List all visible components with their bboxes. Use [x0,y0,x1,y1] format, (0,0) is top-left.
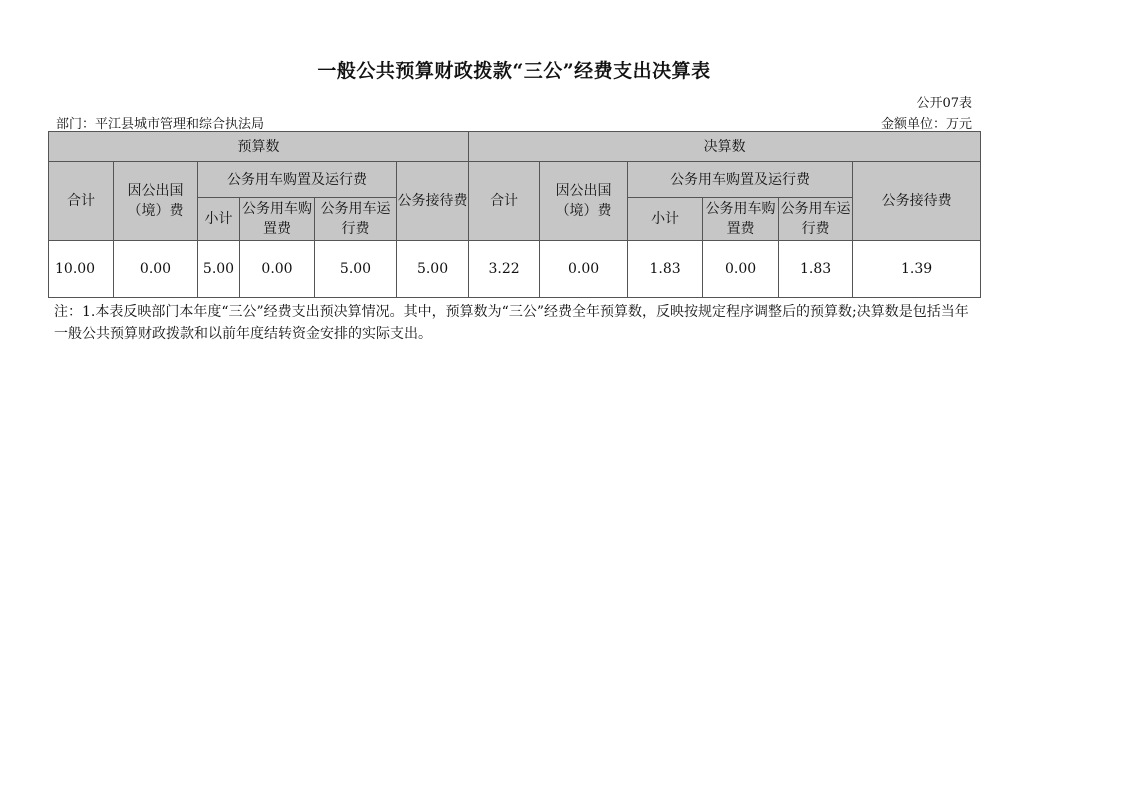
final-vehicle-header: 公务用车购置及运行费 [628,162,853,198]
budget-abroad-header: 因公出国（境）费 [114,162,198,241]
budget-purchase-header: 公务用车购置费 [240,198,315,241]
budget-group-header: 预算数 [49,132,469,162]
final-purchase-cell: 0.00 [703,241,779,298]
final-purchase-header: 公务用车购置费 [703,198,779,241]
table-row [49,241,981,298]
final-subtotal-header: 小计 [628,198,703,241]
final-reception-header: 公务接待费 [853,162,981,241]
budget-purchase-cell: 0.00 [240,241,315,298]
expense-table [48,131,981,298]
budget-subtotal-header: 小计 [198,198,240,241]
budget-abroad-cell: 0.00 [114,241,198,298]
final-abroad-cell: 0.00 [540,241,628,298]
final-group-header: 决算数 [469,132,981,162]
final-total-header: 合计 [469,162,540,241]
final-abroad-header: 因公出国（境）费 [540,162,628,241]
budget-total-cell: 10.00 [49,241,114,298]
unit-label: 金额单位：万元 [880,117,972,132]
final-operation-header: 公务用车运行费 [779,198,853,241]
final-operation-cell: 1.83 [779,241,853,298]
budget-operation-cell: 5.00 [315,241,397,298]
page-title: 一般公共预算财政拨款“三公”经费支出决算表 [317,60,711,82]
form-number: 公开07表 [916,96,972,111]
budget-reception-cell: 5.00 [397,241,469,298]
budget-operation-header: 公务用车运行费 [315,198,397,241]
department-label: 部门：平江县城市管理和综合执法局 [56,117,265,132]
final-reception-cell: 1.39 [853,241,981,298]
final-total-cell: 3.22 [469,241,540,298]
budget-subtotal-cell: 5.00 [198,241,240,298]
budget-total-header: 合计 [49,162,114,241]
final-subtotal-cell: 1.83 [628,241,703,298]
budget-vehicle-header: 公务用车购置及运行费 [198,162,397,198]
footnote: 注：1.本表反映部门本年度“三公”经费支出预决算情况。其中，预算数为“三公”经费全年预算数，反映按规定程序调整后的预算数;决算数是包括当年一般公共预算财政拨款和以前年度结转资金安排的实际支出。 [54,304,969,342]
budget-reception-header: 公务接待费 [397,162,469,241]
